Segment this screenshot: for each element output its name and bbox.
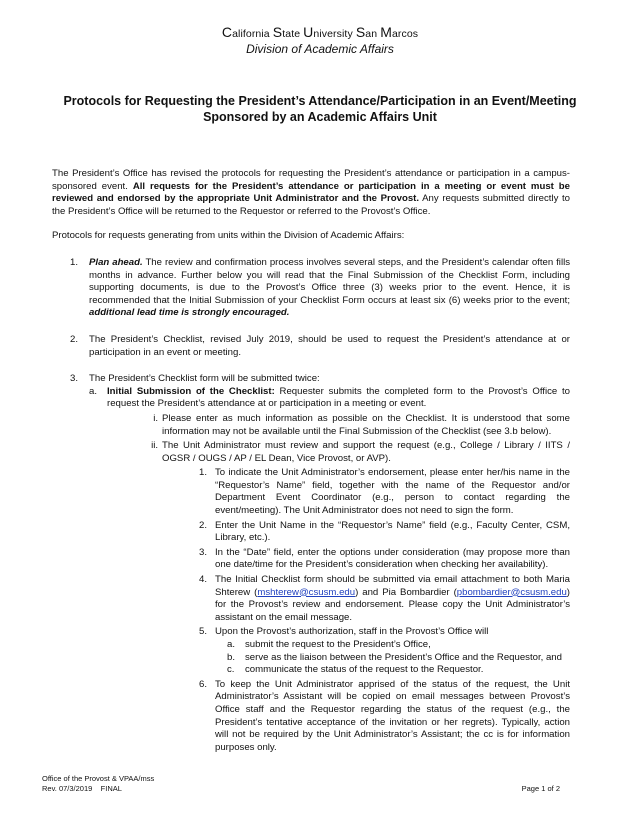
division-name: Division of Academic Affairs [246, 42, 394, 56]
footer-left: Office of the Provost & VPAA/mss Rev. 07/3/2019 FINAL [42, 774, 155, 793]
document-body [52, 168, 570, 754]
email-link-shterew[interactable]: mshterew@csusm.edu [257, 586, 356, 598]
list-item-3a: a. Initial Submission of the Checklist: Requester submits the completed form to the Provost’s Office to request the President’s attendance at or participation in a meeting or event. [89, 385, 571, 410]
letterhead [0, 24, 640, 56]
list-item-3a-i: i. Please enter as much information as possible on the Checklist. It is understood that some information may not be available until the Final Submission of the Checklist (see 3.b below). [153, 412, 570, 437]
email-link-bombardier[interactable]: pbombardier@csusm.edu [456, 586, 567, 598]
list-item-2: 2. The President’s Checklist, revised July 2019, should be used to request the President’s attendance at or participation in an event or meeting. [70, 333, 570, 358]
step-6: 6. To keep the Unit Administrator apprised of the status of the request, the Unit Administrator’s Assistant will be copied on email messages between Provost’s Office staff and the Requestor regarding the status of the request (e.g., the President’s tentative acceptance of the invitation or her regrets). Typically, action will not be required by the Unit Administrator’s Assistant; the cc is for information purposes only. [199, 678, 570, 753]
step-5: 5. Upon the Provost’s authorization, staff in the Provost’s Office will [199, 626, 489, 638]
list-item-3: 3. The President’s Checklist form will be submitted twice: [70, 373, 320, 385]
document-title: Protocols for Requesting the President’s Attendance/Participation in an Event/Meeting Sponsored by an Academic Affairs Unit [63, 94, 577, 124]
step-5c: c. communicate the status of the request to the Requestor. [227, 664, 484, 676]
step-4: 4. The Initial Checklist form should be submitted via email attachment to both Maria Shterew (mshterew@csusm.edu) and Pia Bombardier (pbombardier@csusm.edu) for the Provost’s review and endorsement. Please copy the Unit Administrator’s assistant on the email message. [199, 574, 570, 623]
step-2: 2. Enter the Unit Name in the “Requestor’s Name” field (e.g., Faculty Center, CSM, Library, etc.). [199, 519, 570, 544]
university-name: California State University San Marcos [221, 24, 419, 40]
step-1: 1. To indicate the Unit Administrator’s endorsement, please enter her/his name in the “Requestor’s Name” field, together with the name of the Requestor and/or Department Event Coordinator (e.g., person to contact regarding the event/meeting). The Unit Administrator does not need to sign the form. [199, 467, 570, 517]
step-5a: a. submit the request to the President’s Office, [227, 639, 431, 650]
step-5b: b. serve as the liaison between the President’s Office and the Requestor, and [227, 651, 562, 663]
protocols-intro: Protocols for requests generating from units within the Division of Academic Affairs: [52, 230, 405, 242]
page-number: Page 1 of 2 [521, 784, 560, 793]
step-3: 3. In the “Date” field, enter the options under consideration (may propose more than one date/time for the President’s consideration when checking her availability). [199, 546, 570, 571]
list-item-3a-ii: ii. The Unit Administrator must review and support the request (e.g., College / Library / IITS / OGSR / OUGS / AP / EL Dean, Vice Provost, or AVP). [151, 440, 570, 464]
intro-paragraph: The President’s Office has revised the protocols for requesting the President’s attendance or participation in a campus-sponsored event. All requests for the President’s attendance or participation in a meeting or event must be reviewed and endorsed by the appropriate Unit Administrator and the Provost. Any requests submitted directly to the President’s Office will be returned to the Requestor or referred to the Provost’s Office. [52, 168, 571, 217]
list-item-1: 1. Plan ahead. The review and confirmation process involves several steps, and the President’s calendar often fills months in advance. Further below you will read that the Final Submission of the Checklist Form, including supporting documents, is due to the Provost’s Office three (3) weeks prior to the event. Hence, it is recommended that the Initial Submission of your Checklist Form occurs at least six (6) weeks prior to the event; additional lead time is strongly encouraged. [70, 256, 570, 319]
